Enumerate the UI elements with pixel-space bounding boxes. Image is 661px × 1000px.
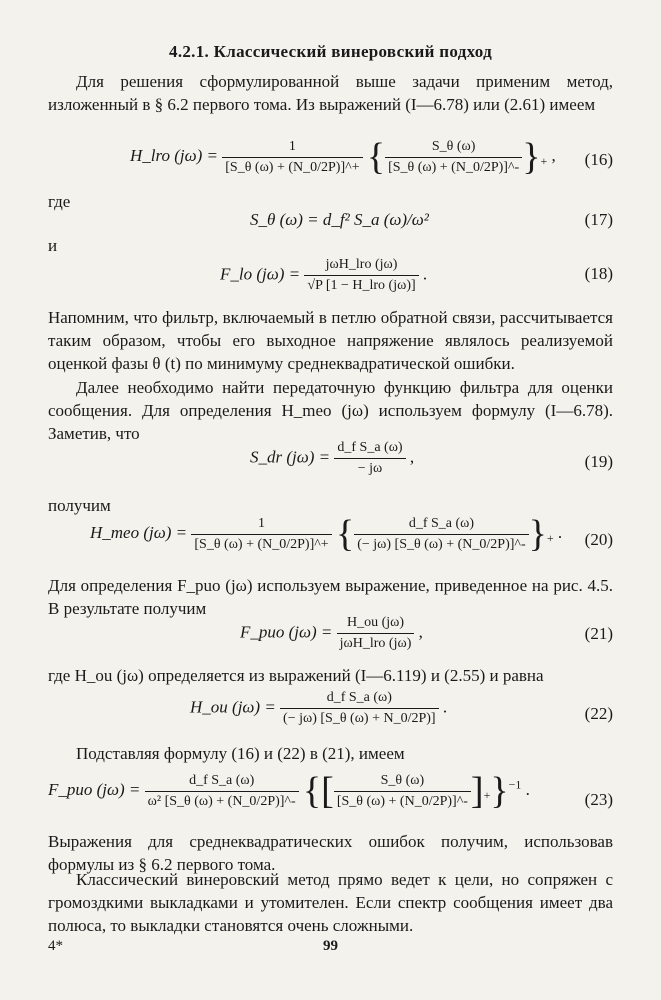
eq17-number: (17) xyxy=(584,210,613,229)
eq21-number: (21) xyxy=(584,624,613,643)
eq23-outer-brace: } xyxy=(490,770,509,812)
eq23-power: −1 xyxy=(508,777,522,792)
eq19-number: (19) xyxy=(584,452,613,471)
eq16-frac2: $\frac{S\_\theta (\omega)}{[S\_\theta (\omega) + (N\_0/2P)]\^{}-}$ xyxy=(385,139,522,176)
eq16-lhs: H_lro (jω) = xyxy=(130,145,219,165)
eq16-frac1: $\frac{1}{[S\_\theta (\omega) + (N\_0/2P)]\^{}+}$ xyxy=(222,139,362,176)
eq21-frac: $\frac{H\_ou (j\omega)}{\text{jωH\_lro (jω)}}$ xyxy=(337,615,415,652)
eq16-right-brace: } xyxy=(522,136,541,178)
eq16-left-brace: { xyxy=(366,136,386,178)
paragraph-4: Для определения F_puo (jω) используем выражение, приведенное на рис. 4.5. В результате получим xyxy=(48,576,613,618)
eq20-frac2: $\frac{\text{d\_f S\_a (ω)}}{(- j\omega) [S\_\theta (\omega) + (N\_0/2P)]\^{}-}$ xyxy=(354,516,528,553)
word-poluchim: получим xyxy=(48,496,111,515)
paragraph-1: Для решения сформулированной выше задачи применим метод, изложенный в § 6.2 первого тома. Из выражений (I—6.78) или (2.61) имеем xyxy=(48,72,613,114)
eq20-number: (20) xyxy=(584,530,613,549)
eq23-frac2: $\frac{S\_\theta (\omega)}{[S\_\theta (\omega) + (N\_0/2P)]\^{}-}$ xyxy=(334,773,471,810)
eq23-right-brace: ] xyxy=(470,770,484,812)
eq18-lhs: F_lo (jω) = xyxy=(220,264,301,284)
eq21-lhs: F_puo (jω) = xyxy=(240,622,333,642)
equation-21: F_puo (jω) = $\frac{H\_ou (j\omega)}{\text{jωH\_lro (jω)}}$ , xyxy=(240,615,423,651)
footer-signature-mark: 4* xyxy=(48,938,63,954)
eq20-plus: + xyxy=(546,530,554,545)
equation-18: F_lo (jω) = $\frac{\text{jωH\_lro (jω)}}{\text{√P [1 − H\_lro (jω)]}}$ . xyxy=(220,257,428,293)
eq18-frac: $\frac{\text{jωH\_lro (jω)}}{\text{√P [1 − H\_lro (jω)]}}$ xyxy=(304,257,418,294)
eq20-frac1: $\frac{1}{[S\_\theta (\omega) + (N\_0/2P)]\^{}+}$ xyxy=(191,516,331,553)
paragraph-6: Подставляя формулу (16) и (22) в (21), имеем xyxy=(76,744,405,763)
eq20-lhs: H_meo (jω) = xyxy=(90,522,188,542)
equation-20: H_meo (jω) = $\frac{1}{[S\_\theta (\omega) + (N\_0/2P)]\^{}+}$ { $\frac{\text{d\_f S\_a (ω)}}{(- j\omega) [S\_\theta (\omega) + (N\_0/2P)]\^{}-}$ }$_+$ . xyxy=(90,513,563,555)
equation-19: S_dr (jω) = $\frac{\text{d\_f S\_a (ω)}}{- j\omega}$ , xyxy=(250,440,415,476)
eq22-lhs: H_ou (jω) = xyxy=(190,697,276,717)
page-number: 99 xyxy=(323,938,338,954)
eq20-left-brace: { xyxy=(335,513,355,555)
eq23-number: (23) xyxy=(584,790,613,809)
paragraph-7: Выражения для среднеквадратических ошибок получим, использовав формулы из § 6.2 первого тома. xyxy=(48,832,613,874)
eq23-left-brace: {[ xyxy=(302,770,334,812)
eq20-right-brace: } xyxy=(528,513,547,555)
eq23-lhs: F_puo (jω) = xyxy=(48,779,141,799)
eq19-lhs: S_dr (jω) = xyxy=(250,447,331,467)
eq16-plus: + xyxy=(540,153,548,168)
equation-22: H_ou (jω) = $\frac{\text{d\_f S\_a (ω)}}{(- j\omega) [S\_\theta (\omega) + N\_0/2P)]}$ . xyxy=(190,690,448,726)
section-heading: 4.2.1. Классический винеровский подход xyxy=(169,42,492,61)
eq16-number: (16) xyxy=(584,150,613,169)
equation-17: S_θ (ω) = d_f² S_a (ω)/ω² xyxy=(250,210,429,229)
paragraph-3: Далее необходимо найти передаточную функцию фильтра для оценки сообщения. Для определения H_meo (jω) используем формулу (I—6.78). Заметив, что xyxy=(48,378,613,443)
equation-23: F_puo (jω) = $\frac{\text{d\_f S\_a (ω)}}{\text{ω² [S\_θ (ω) + (N\_0/2P)]\textasciicircum{}-}}$ {[ $\frac{S\_\theta (\omega)}{[S\_\theta (\omega) + (N\_0/2P)]\^{}-}$ ]$_+\}^{-1}$ . xyxy=(48,770,530,812)
eq22-number: (22) xyxy=(584,704,613,723)
paragraph-5: где H_ou (jω) определяется из выражений (I—6.119) и (2.55) и равна xyxy=(48,666,544,685)
eq23-frac1: $\frac{\text{d\_f S\_a (ω)}}{\text{ω² [S\_θ (ω) + (N\_0/2P)]\textasciicircum{}-}}$ xyxy=(145,773,299,810)
word-i: и xyxy=(48,236,58,255)
eq19-frac: $\frac{\text{d\_f S\_a (ω)}}{- j\omega}$ xyxy=(334,440,405,477)
paragraph-2: Напомним, что фильтр, включаемый в петлю обратной связи, рассчитывается таким образом, чтобы его выходное напряжение являлось реализуемой оценкой фазы θ (t) по минимуму среднеквадратической ошибки. xyxy=(48,308,613,373)
eq22-frac: $\frac{\text{d\_f S\_a (ω)}}{(- j\omega) [S\_\theta (\omega) + N\_0/2P)]}$ xyxy=(280,690,439,727)
word-gde: где xyxy=(48,192,71,211)
eq23-plus: + xyxy=(483,787,491,802)
eq18-number: (18) xyxy=(584,264,613,283)
paragraph-8: Классический винеровский метод прямо ведет к цели, но сопряжен с громоздкими выкладками и утомителен. Если спектр сообщения имеет два полюса, то выкладки становятся очень сложными. xyxy=(48,870,613,935)
equation-16: H_lro (jω) = $\frac{1}{[S\_\theta (\omega) + (N\_0/2P)]\^{}+}$ { $\frac{S\_\theta (\omega)}{[S\_\theta (\omega) + (N\_0/2P)]\^{}-}$ }$_+$ , xyxy=(130,136,556,178)
